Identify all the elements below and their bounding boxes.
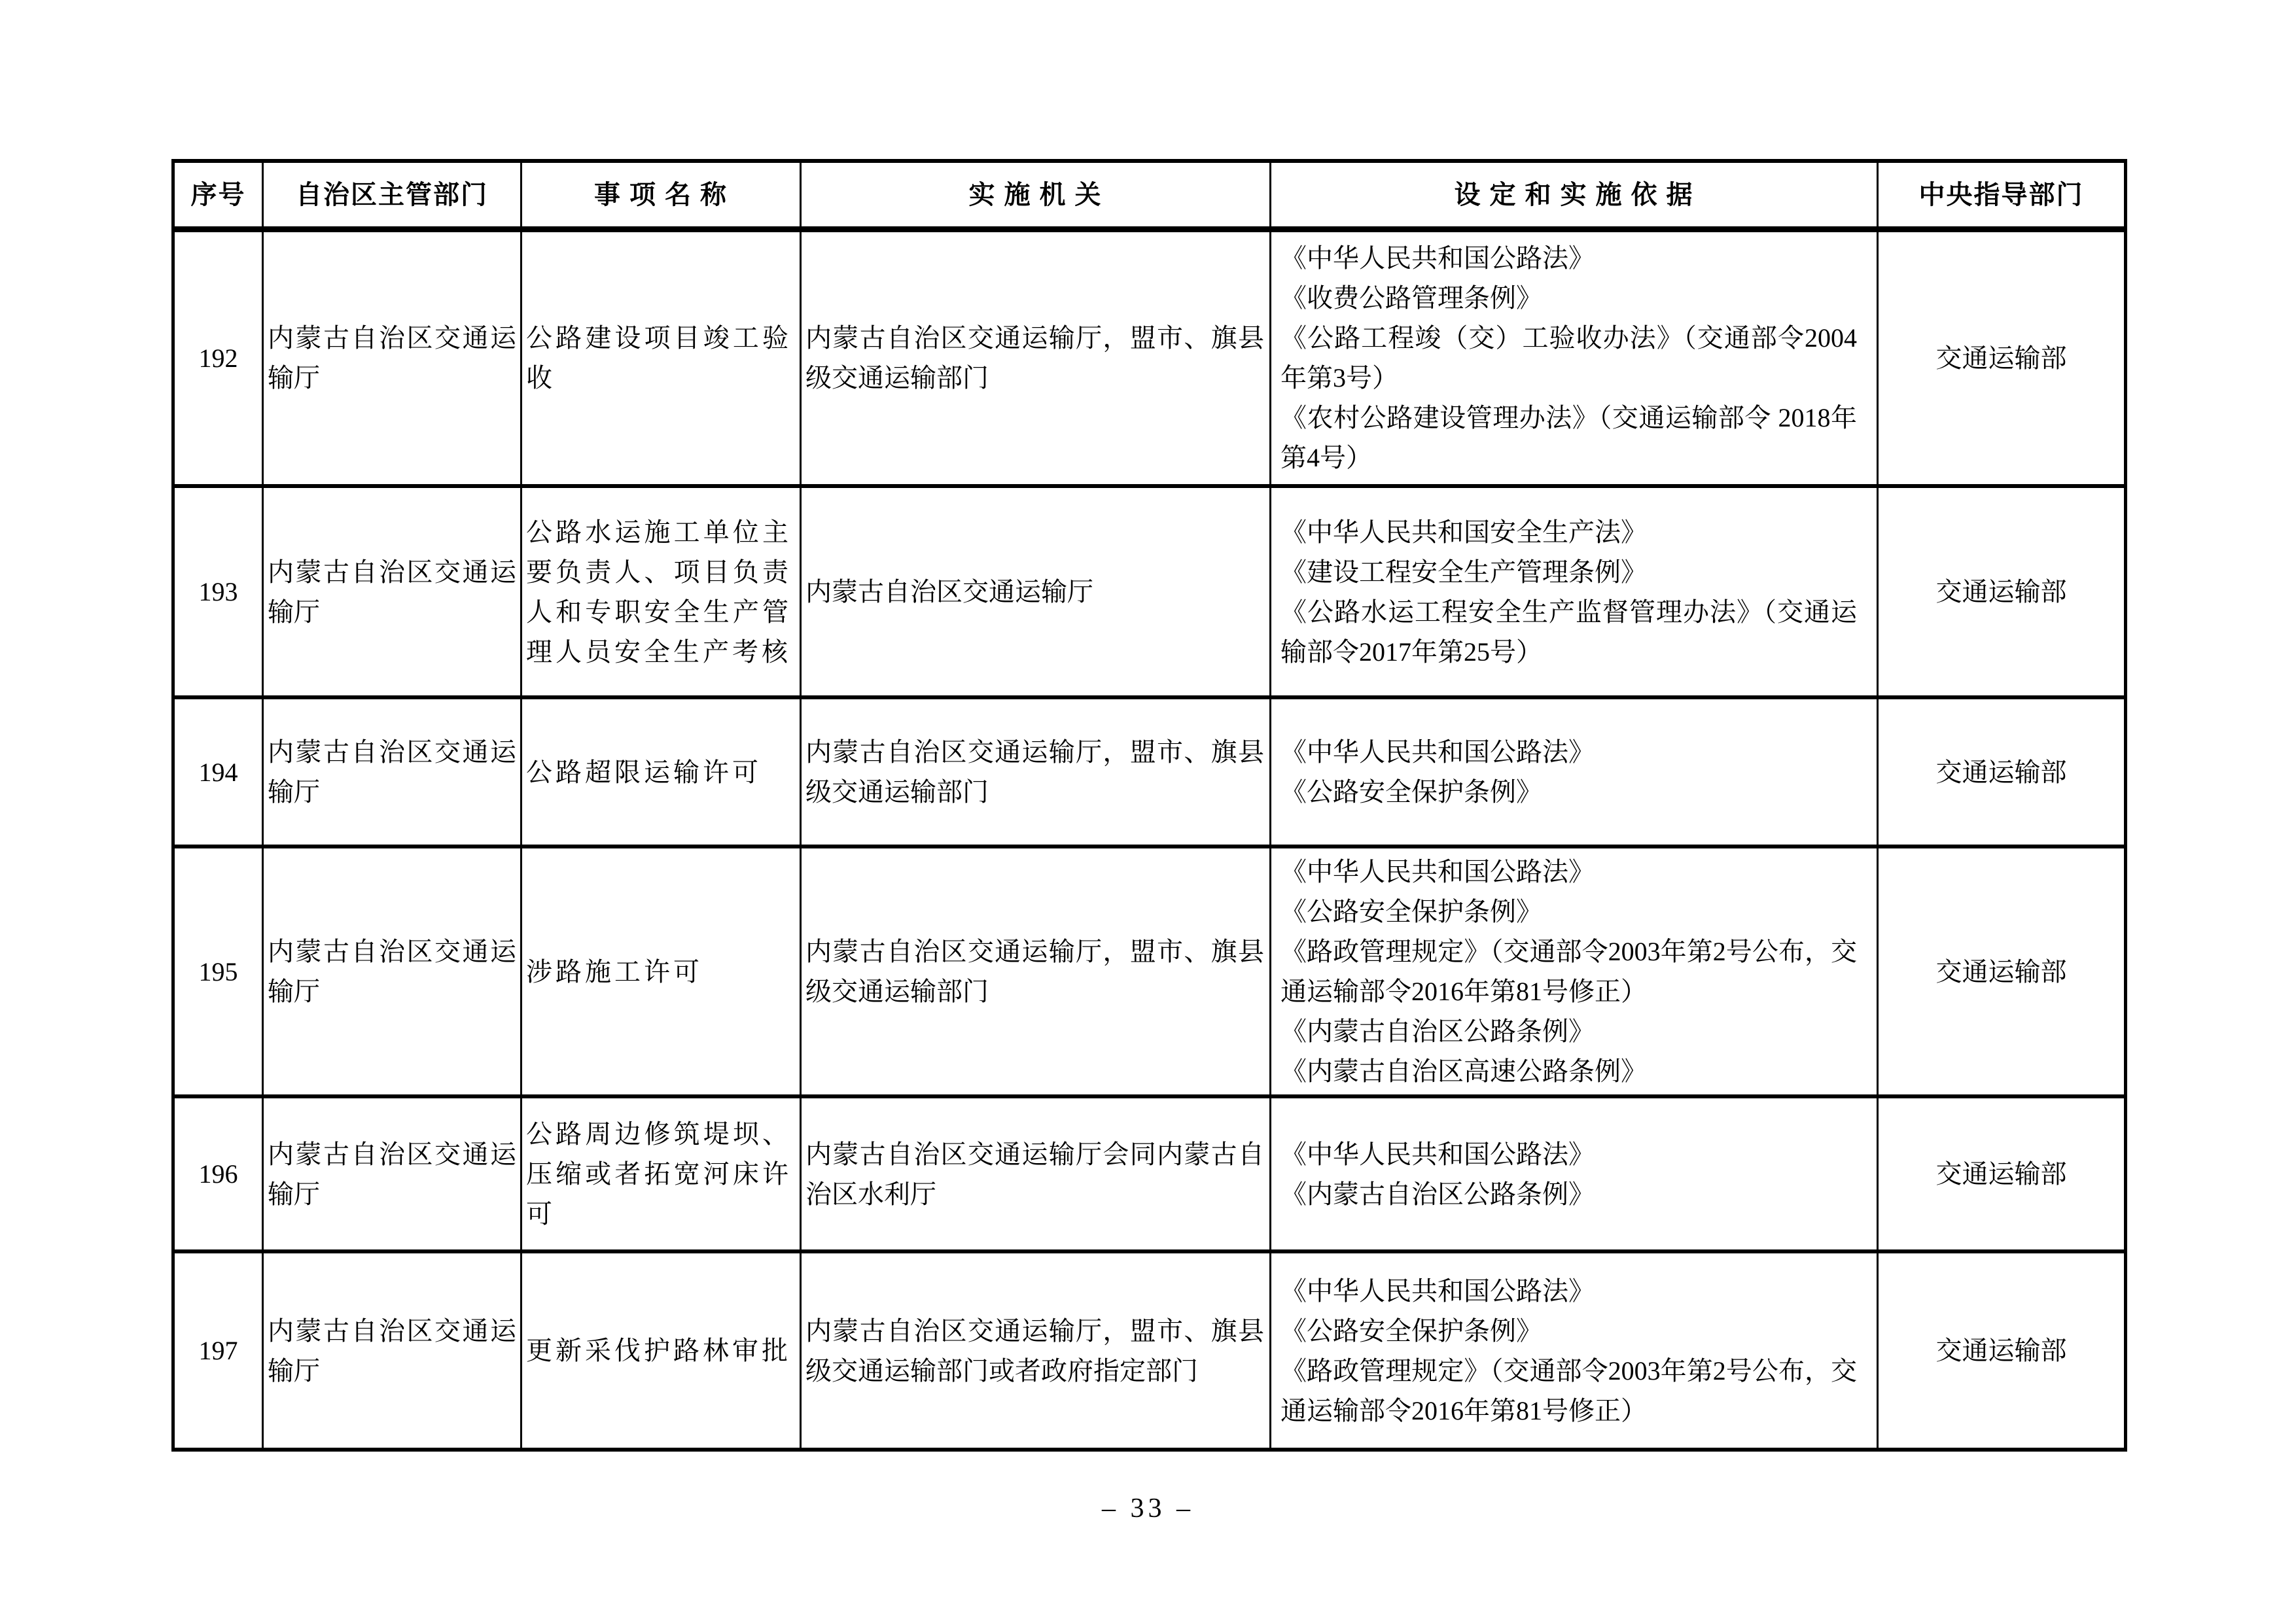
cell-agency: 内蒙古自治区交通运输厅会同内蒙古自治区水利厅 (801, 1096, 1271, 1251)
table-row-193 (173, 486, 2126, 697)
basis-line: 《公路安全保护条例》 (1280, 897, 1542, 926)
cell-item: 涉路施工许可 (521, 846, 801, 1096)
cell-basis (1271, 1251, 1878, 1450)
table-row-195 (173, 846, 2126, 1096)
page-number: – 33 – (1102, 1493, 1194, 1524)
cell-agency: 内蒙古自治区交通运输厅 (801, 486, 1271, 697)
cell-item: 公路周边修筑堤坝、压缩或者拓宽河床许可 (521, 1096, 801, 1251)
cell-seq: 192 (173, 229, 263, 486)
cell-item: 公路建设项目竣工验收 (521, 229, 801, 486)
cell-basis (1271, 697, 1878, 846)
cell-agency: 内蒙古自治区交通运输厅，盟市、旗县级交通运输部门 (801, 229, 1271, 486)
cell-item: 公路超限运输许可 (521, 697, 801, 846)
cell-basis (1271, 229, 1878, 486)
basis-line: 《公路水运工程安全生产监督管理办法》（交通运输部令2017年第25号） (1280, 597, 1857, 667)
table-header-row (173, 161, 2126, 229)
cell-central: 交通运输部 (1878, 846, 2126, 1096)
basis-line: 《中华人民共和国公路法》 (1280, 1276, 1595, 1306)
cell-dept: 内蒙古自治区交通运输厅 (263, 1251, 521, 1450)
basis-line: 《内蒙古自治区公路条例》 (1280, 1017, 1595, 1046)
cell-dept: 内蒙古自治区交通运输厅 (263, 697, 521, 846)
cell-basis (1271, 486, 1878, 697)
col-header-dept: 自治区主管部门 (263, 161, 521, 229)
cell-seq: 193 (173, 486, 263, 697)
basis-line: 《中华人民共和国公路法》 (1280, 243, 1595, 273)
cell-central: 交通运输部 (1878, 1096, 2126, 1251)
basis-line: 《内蒙古自治区公路条例》 (1280, 1179, 1595, 1209)
basis-line: 《中华人民共和国公路法》 (1280, 857, 1595, 886)
cell-seq: 196 (173, 1096, 263, 1251)
basis-line: 《内蒙古自治区高速公路条例》 (1280, 1056, 1647, 1086)
cell-agency: 内蒙古自治区交通运输厅，盟市、旗县级交通运输部门 (801, 846, 1271, 1096)
table-row-196 (173, 1096, 2126, 1251)
cell-item: 公路水运施工单位主要负责人、项目负责人和专职安全生产管理人员安全生产考核 (521, 486, 801, 697)
basis-line: 《公路工程竣（交）工验收办法》（交通部令2004年第3号） (1280, 323, 1857, 393)
col-header-item: 事 项 名 称 (521, 161, 801, 229)
basis-line: 《收费公路管理条例》 (1280, 283, 1542, 313)
cell-central: 交通运输部 (1878, 486, 2126, 697)
cell-basis (1271, 1096, 1878, 1251)
cell-item: 更新采伐护路林审批 (521, 1251, 801, 1450)
basis-line: 《路政管理规定》（交通部令2003年第2号公布，交通运输部令2016年第81号修正） (1280, 937, 1857, 1006)
basis-line: 《中华人民共和国公路法》 (1280, 1139, 1595, 1169)
table-row-192 (173, 229, 2126, 486)
cell-central: 交通运输部 (1878, 229, 2126, 486)
cell-seq: 195 (173, 846, 263, 1096)
col-header-agency: 实 施 机 关 (801, 161, 1271, 229)
basis-line: 《公路安全保护条例》 (1280, 1316, 1542, 1346)
cell-central: 交通运输部 (1878, 697, 2126, 846)
basis-line: 《建设工程安全生产管理条例》 (1280, 557, 1647, 587)
cell-dept: 内蒙古自治区交通运输厅 (263, 1096, 521, 1251)
cell-seq: 194 (173, 697, 263, 846)
col-header-basis: 设 定 和 实 施 依 据 (1271, 161, 1878, 229)
cell-dept: 内蒙古自治区交通运输厅 (263, 229, 521, 486)
col-header-central: 中央指导部门 (1878, 161, 2126, 229)
approval-items-table (171, 159, 2127, 1452)
cell-dept: 内蒙古自治区交通运输厅 (263, 486, 521, 697)
basis-line: 《中华人民共和国安全生产法》 (1280, 517, 1647, 547)
table-row-194 (173, 697, 2126, 846)
basis-line: 《中华人民共和国公路法》 (1280, 737, 1595, 767)
basis-line: 《农村公路建设管理办法》（交通运输部令 2018年第4号） (1280, 403, 1857, 473)
table-row-197 (173, 1251, 2126, 1450)
basis-line: 《路政管理规定》（交通部令2003年第2号公布，交通运输部令2016年第81号修正） (1280, 1355, 1857, 1425)
col-header-seq: 序号 (173, 161, 263, 229)
cell-basis (1271, 846, 1878, 1096)
cell-agency: 内蒙古自治区交通运输厅，盟市、旗县级交通运输部门 (801, 697, 1271, 846)
cell-dept: 内蒙古自治区交通运输厅 (263, 846, 521, 1096)
basis-line: 《公路安全保护条例》 (1280, 777, 1542, 807)
cell-seq: 197 (173, 1251, 263, 1450)
cell-central: 交通运输部 (1878, 1251, 2126, 1450)
cell-agency: 内蒙古自治区交通运输厅，盟市、旗县级交通运输部门或者政府指定部门 (801, 1251, 1271, 1450)
